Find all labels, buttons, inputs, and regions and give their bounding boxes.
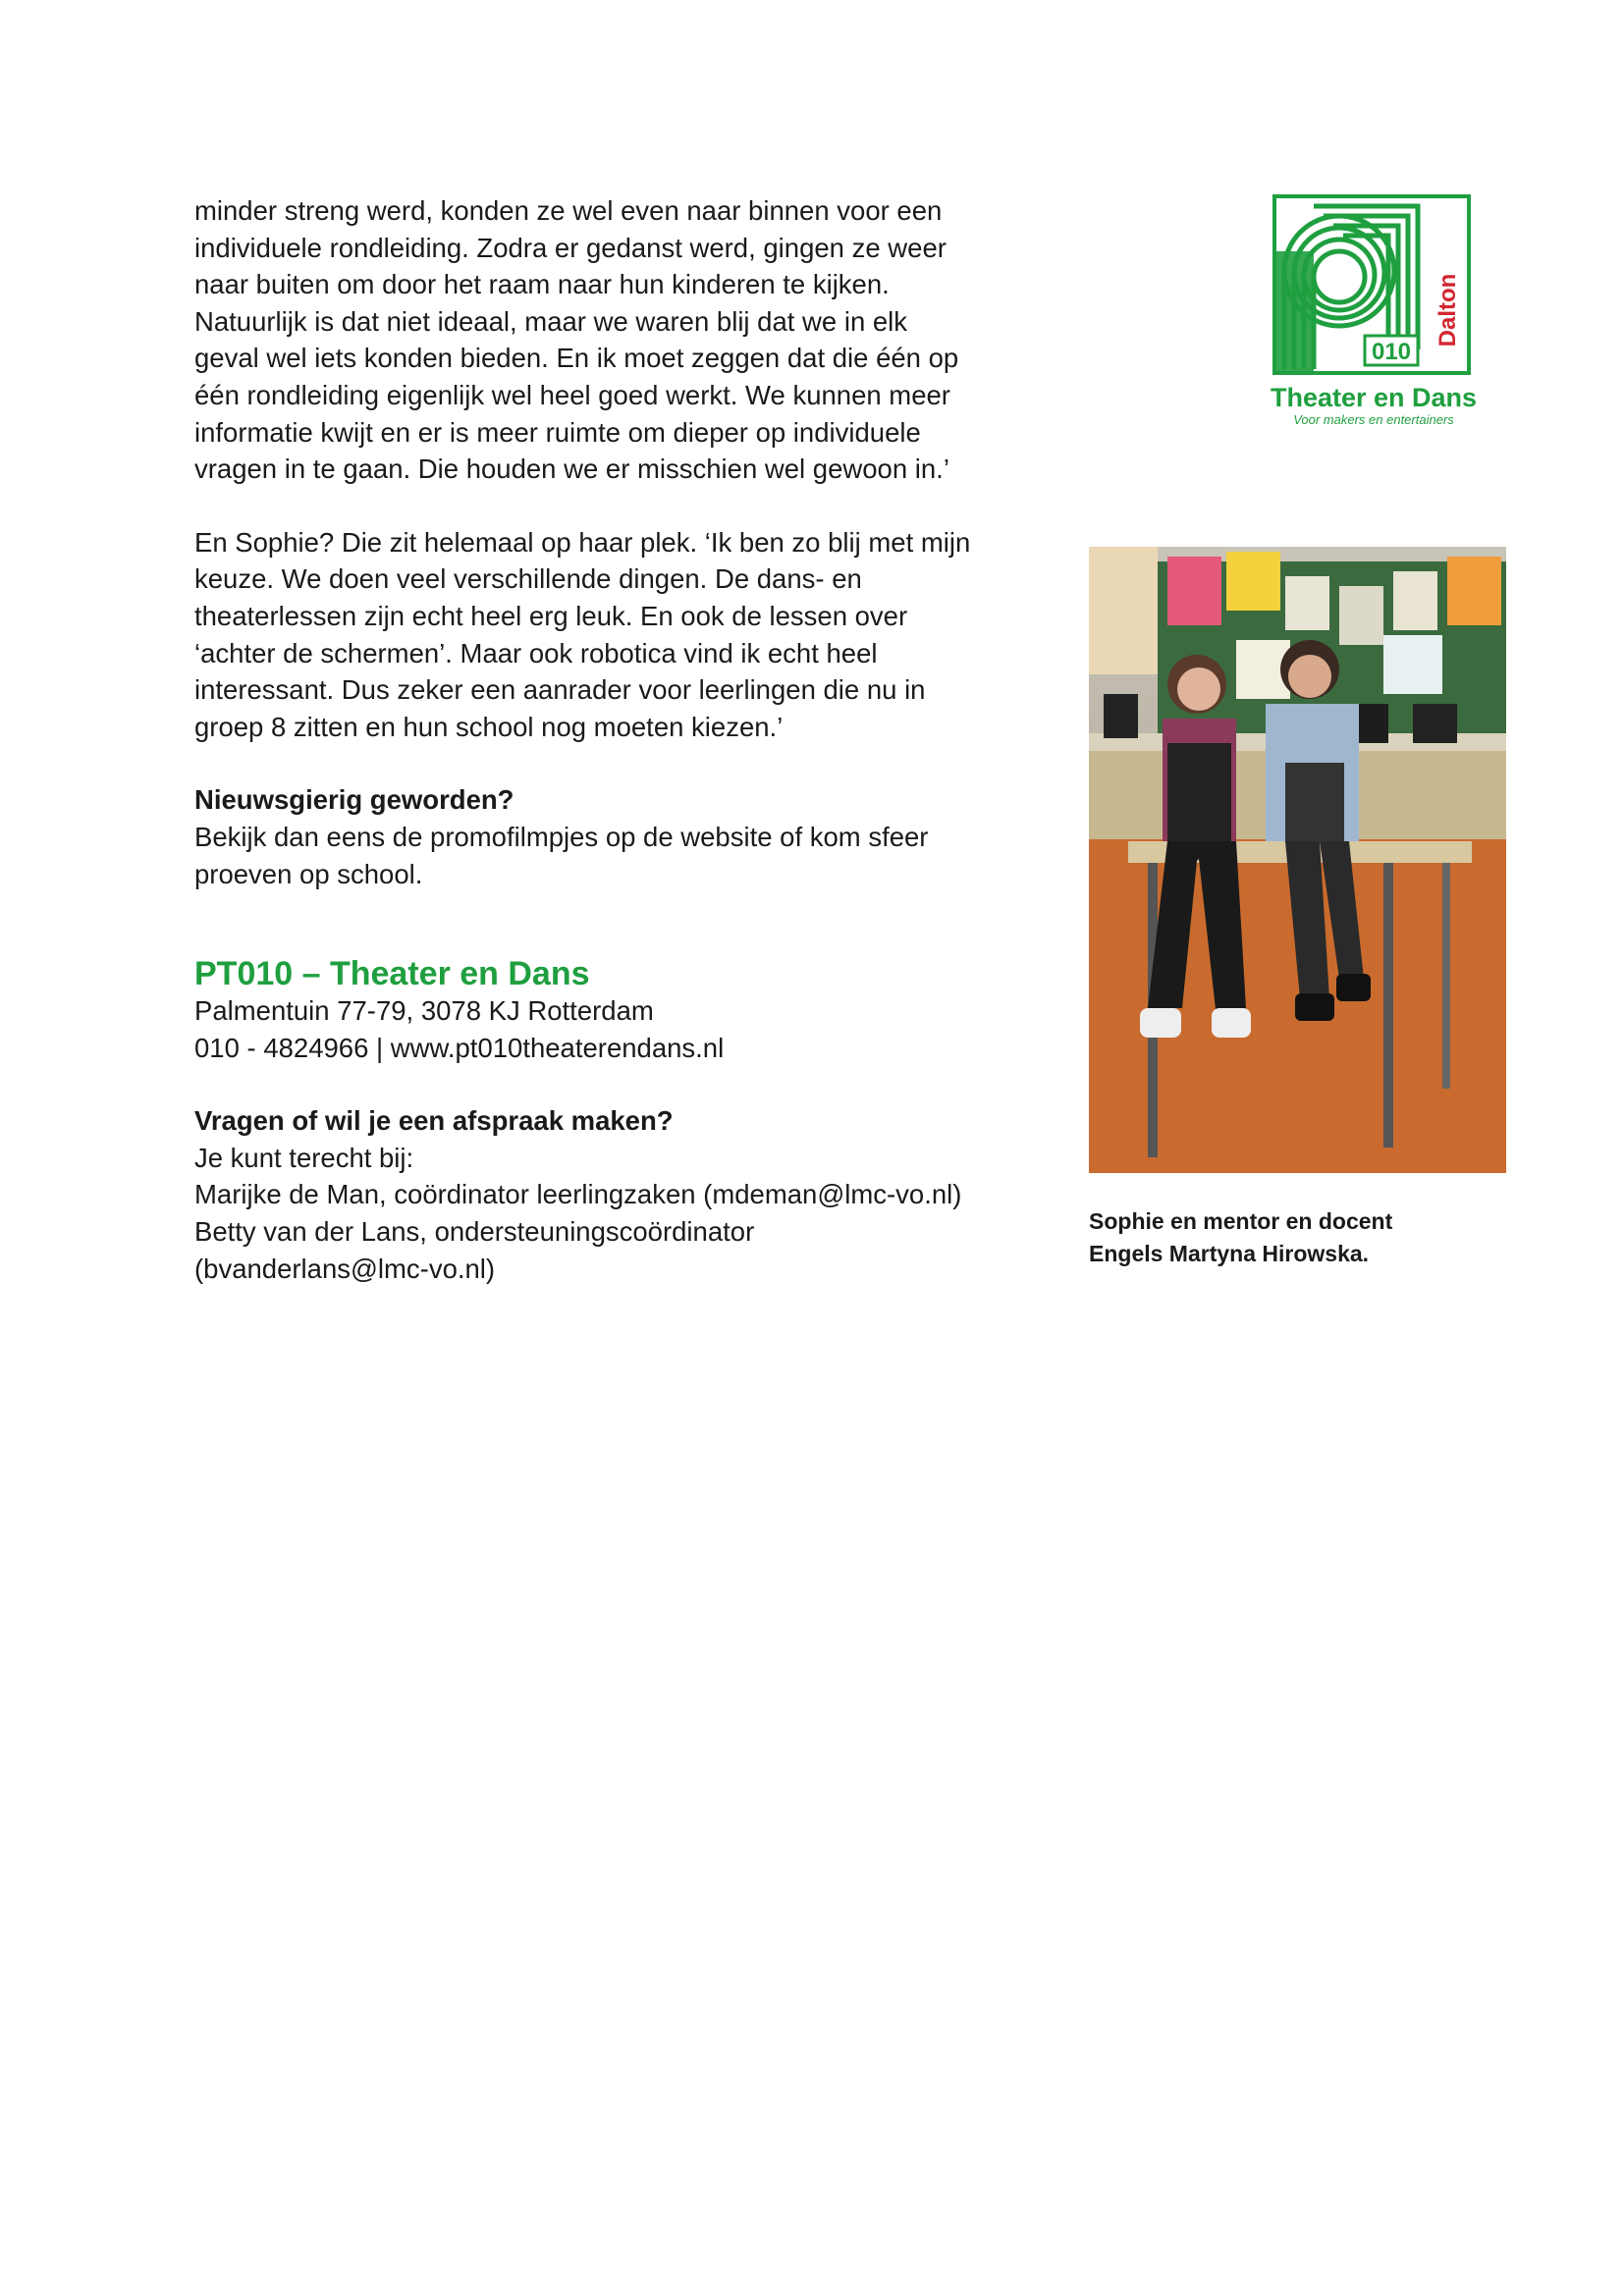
questions-intro: Je kunt terecht bij: xyxy=(194,1142,414,1173)
logo-tagline: Voor makers en entertainers xyxy=(1293,412,1454,427)
logo-side-text: Dalton xyxy=(1435,273,1461,347)
paragraph-tour: minder streng werd, konden ze wel even naar binnen voor een individuele rondleiding. Zodra er gedanst werd, gingen ze weer naar buiten om door het raam naar hun kinderen te kijken. Natuurlijk is dat niet ideaal, maar we waren blij dat we in elk geval wel iets konden bieden. En ik moet zeggen dat die één op één rondleiding eigenlijk wel heel goed werkt. We kunnen meer informatie kwijt en er is meer ruimte om dieper op individuele vragen in te gaan. Die houden we er misschien wel gewoon in.’ xyxy=(194,195,959,485)
school-name: PT010 – Theater en Dans xyxy=(194,955,590,993)
logo-title: Theater en Dans xyxy=(1271,383,1477,412)
curious-heading: Nieuwsgierig geworden? xyxy=(194,784,514,816)
logo-number: 010 xyxy=(1371,339,1412,365)
school-contact: 010 - 4824966 | www.pt010theaterendans.nl xyxy=(194,1032,725,1063)
school-logo xyxy=(1271,192,1477,438)
paragraph-sophie: En Sophie? Die zit helemaal op haar plek. ‘Ik ben zo blij met mijn keuze. We doen veel verschillende dingen. De dans- en theaterlessen zijn echt heel erg leuk. En ook de lessen over ‘achter de schermen’. Maar ook robotica vind ik echt heel interessant. Dus zeker een aanrader voor leerlingen die nu in groep 8 zitten en hun school nog moeten kiezen.’ xyxy=(194,526,971,742)
school-address: Palmentuin 77-79, 3078 KJ Rotterdam xyxy=(194,995,654,1027)
contact-betty: Betty van der Lans, ondersteuningscoördinator xyxy=(194,1216,755,1248)
photo-caption: Sophie en mentor en docent Engels Martyna Hirowska. xyxy=(1089,1208,1393,1266)
contact-marijke: Marijke de Man, coördinator leerlingzaken (mdeman@lmc-vo.nl) xyxy=(194,1179,962,1210)
curious-text: Bekijk dan eens de promofilmpjes op de website of kom sfeer proeven op school. xyxy=(194,821,929,889)
pt010-logo-mark xyxy=(1271,192,1477,438)
classroom-photo xyxy=(1089,547,1506,1173)
questions-heading: Vragen of wil je een afspraak maken? xyxy=(194,1105,674,1137)
contact-betty-email: (bvanderlans@lmc-vo.nl) xyxy=(194,1253,496,1284)
article-column xyxy=(194,192,1009,1287)
photo-illustration xyxy=(1089,547,1506,1173)
